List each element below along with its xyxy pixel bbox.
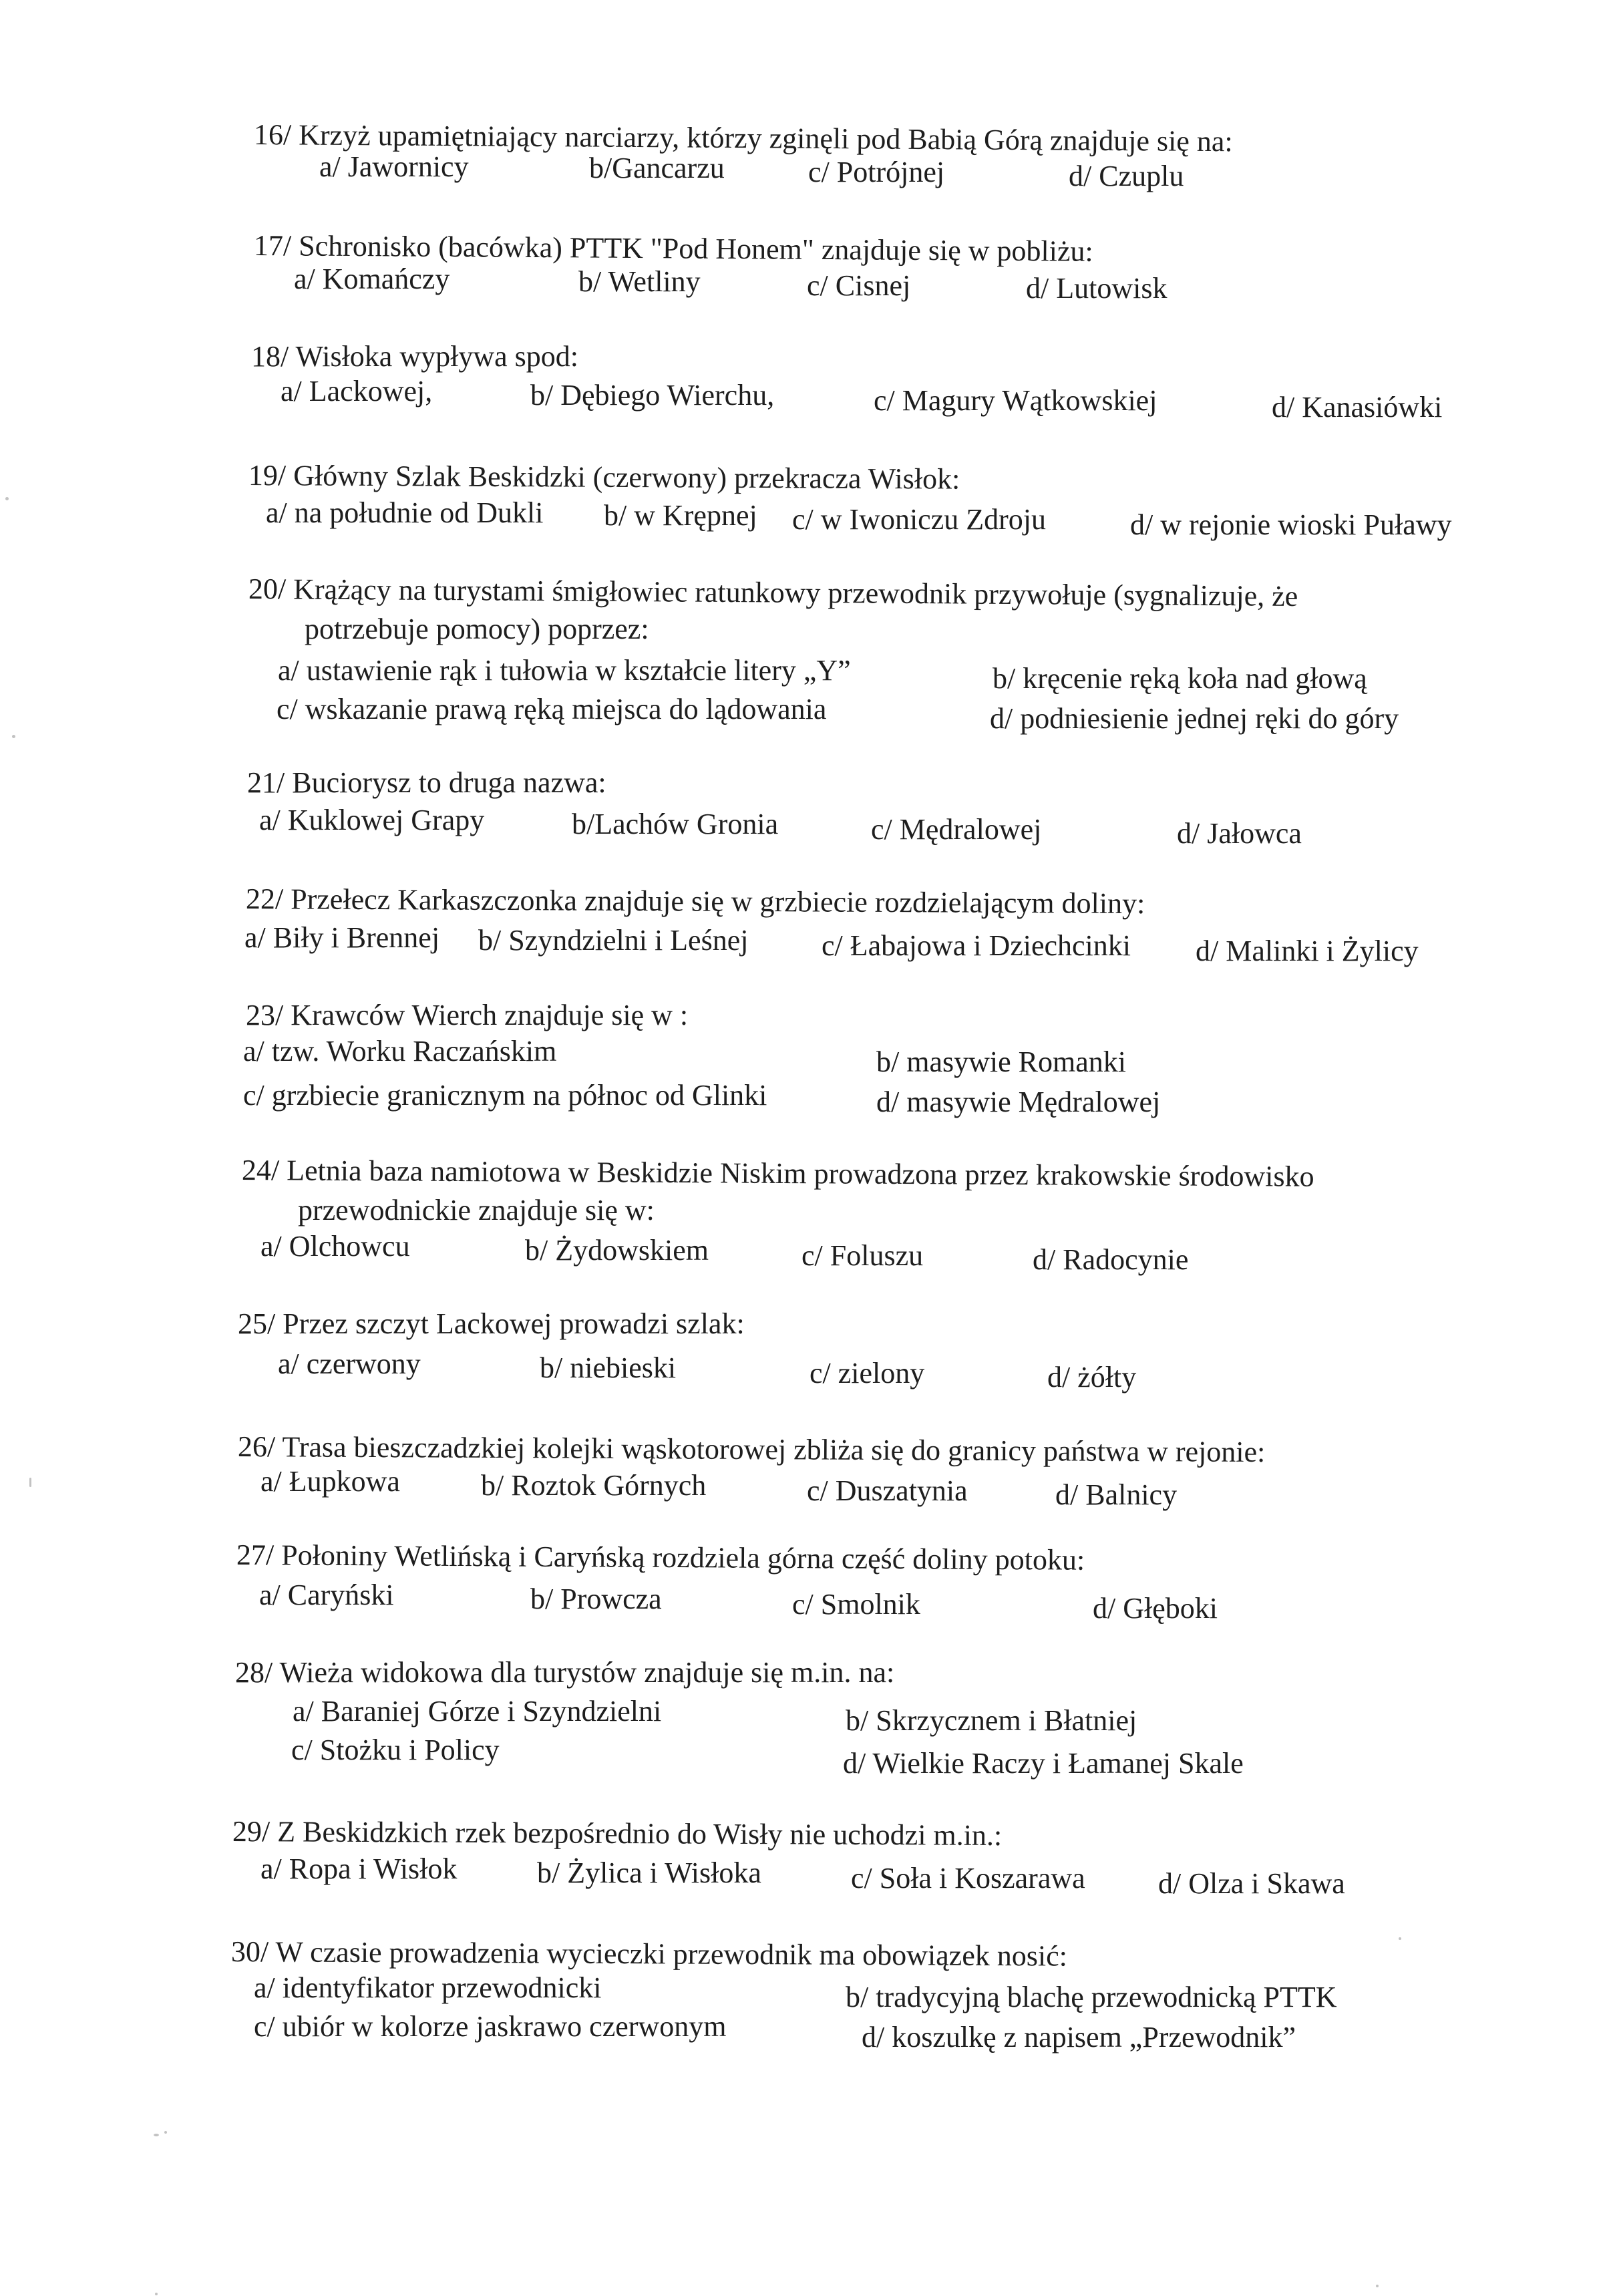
option-c: c/ Stożku i Policy [291, 1734, 500, 1766]
scan-speck [155, 2293, 158, 2295]
option-c: c/ Smolnik [792, 1588, 920, 1621]
question-number: 25/ [238, 1307, 276, 1340]
option-a: a/ czerwony [278, 1347, 421, 1380]
question-number: 21/ [247, 766, 285, 799]
option-b: b/ Roztok Górnych [481, 1469, 707, 1502]
option-d: d/ Malinki i Żylicy [1196, 935, 1419, 967]
option-a: a/ identyfikator przewodnicki [254, 1971, 602, 2004]
question-29-stem [232, 1814, 1002, 1853]
question-text: Połoniny Wetlińską i Caryńską rozdziela górna część doliny potoku: [281, 1538, 1085, 1577]
question-text: Krążący na turystami śmigłowiec ratunkowy przewodnik przywołuje (sygnalizuje, że [293, 572, 1298, 613]
scan-speck [29, 1478, 31, 1487]
option-a: a/ Olchowcu [260, 1230, 410, 1263]
question-19-stem [248, 458, 960, 497]
option-b: b/ w Krępnej [604, 499, 757, 532]
option-c: c/ zielony [810, 1357, 925, 1389]
option-a: a/ Łupkowa [260, 1465, 400, 1498]
option-b: b/ niebieski [540, 1351, 677, 1384]
option-a: a/ Jawornicy [319, 150, 469, 183]
question-number: 30/ [230, 1935, 269, 1969]
question-number: 23/ [246, 999, 284, 1031]
question-text-continued: potrzebuje pomocy) poprzez: [305, 613, 649, 645]
option-d: d/ Lutowisk [1026, 272, 1168, 305]
option-b: b/ Żylica i Wisłoka [537, 1856, 761, 1889]
option-c: c/ Soła i Koszarawa [851, 1862, 1085, 1895]
option-b: b/ tradycyjną blachę przewodnicką PTTK [846, 1981, 1337, 2013]
option-b: b/ Dębiego Wierchu, [530, 379, 775, 412]
option-a: a/ Kuklowej Grapy [259, 804, 485, 836]
option-a: a/ Ropa i Wisłok [260, 1852, 458, 1885]
option-a: a/ Biły i Brennej [244, 921, 440, 954]
question-18-stem [251, 339, 578, 374]
question-text: Krawców Wierch znajduje się w : [291, 999, 689, 1031]
option-c: c/ Foluszu [801, 1239, 924, 1272]
option-b: b/ Prowcza [530, 1583, 662, 1615]
option-b: b/ Żydowskiem [525, 1234, 709, 1267]
option-d: d/ Kanasiówki [1272, 391, 1443, 424]
option-a: a/ na południe od Dukli [266, 496, 544, 529]
question-25-stem [238, 1307, 745, 1341]
option-d: d/ podniesienie jednej ręki do góry [990, 702, 1399, 735]
option-c: c/ Mędralowej [871, 813, 1042, 846]
option-b: b/ Szyndzielni i Leśnej [478, 924, 749, 957]
question-number: 28/ [235, 1656, 273, 1689]
option-d: d/ Radocynie [1033, 1243, 1189, 1276]
question-21-stem [247, 766, 606, 800]
option-d: d/ Głęboki [1093, 1592, 1218, 1625]
option-d: d/ koszulkę z napisem „Przewodnik” [862, 2021, 1296, 2054]
option-d: d/ Balnicy [1055, 1478, 1178, 1511]
option-c: c/ Cisnej [807, 269, 911, 302]
option-b: b/ masywie Romanki [876, 1045, 1126, 1078]
option-a: a/ Lackowej, [281, 375, 433, 407]
option-c: c/ grzbiecie granicznym na północ od Glinki [243, 1079, 767, 1112]
option-c: c/ ubiór w kolorze jaskrawo czerwonym [254, 2010, 727, 2043]
question-text: Schronisko (bacówka) PTTK "Pod Honem" znajduje się w pobliżu: [299, 229, 1093, 268]
question-text: Letnia baza namiotowa w Beskidzie Niskim prowadzona przez krakowskie środowisko [287, 1154, 1314, 1193]
option-b: b/ Wetliny [578, 265, 701, 298]
question-number: 18/ [251, 340, 289, 373]
scan-speck [12, 735, 15, 738]
question-30-stem [231, 1935, 1067, 1974]
question-20-stem [248, 572, 1298, 614]
question-number: 22/ [245, 882, 284, 916]
question-24-stem [242, 1153, 1314, 1194]
question-text: Wieża widokowa dla turystów znajduje się m.in. na: [279, 1656, 895, 1689]
option-d: d/ w rejonie wioski Puławy [1130, 508, 1452, 541]
option-b: b/Lachów Gronia [572, 808, 779, 840]
question-text: Przełecz Karkaszczonka znajduje się w grzbiecie rozdzielającym doliny: [291, 882, 1145, 921]
option-a: a/ Komańczy [294, 263, 450, 295]
question-text: Z Beskidzkich rzek bezpośrednio do Wisły nie uchodzi m.in.: [277, 1815, 1003, 1852]
question-text: Główny Szlak Beskidzki (czerwony) przekracza Wisłok: [293, 459, 960, 496]
option-a: a/ tzw. Worku Raczańskim [243, 1035, 557, 1068]
question-number: 24/ [241, 1154, 280, 1187]
option-c: c/ Magury Wątkowskiej [874, 384, 1157, 417]
question-number: 16/ [253, 118, 292, 152]
question-28-stem [235, 1655, 894, 1690]
option-d: d/ masywie Mędralowej [876, 1086, 1161, 1118]
option-c: c/ Łabajowa i Dziechcinki [822, 929, 1131, 962]
option-c: c/ Duszatynia [807, 1474, 968, 1507]
option-b: b/ Skrzycznem i Błatniej [846, 1704, 1137, 1737]
question-27-stem [236, 1538, 1085, 1578]
option-b: b/ kręcenie ręką koła nad głową [993, 662, 1367, 695]
scan-speck [154, 2134, 159, 2136]
question-number: 20/ [248, 572, 287, 606]
option-d: d/ Olza i Skawa [1158, 1867, 1345, 1900]
question-text: W czasie prowadzenia wycieczki przewodnik ma obowiązek nosić: [275, 1935, 1068, 1973]
question-number: 27/ [236, 1538, 275, 1572]
question-text: Przez szczyt Lackowej prowadzi szlak: [283, 1307, 745, 1340]
question-number: 17/ [253, 229, 292, 263]
question-text: Buciorysz to druga nazwa: [292, 766, 606, 799]
scan-speck [1376, 2285, 1379, 2287]
question-text: Wisłoka wypływa spod: [295, 340, 578, 373]
scan-speck [164, 2131, 167, 2134]
option-c: c/ w Iwoniczu Zdroju [792, 503, 1046, 536]
option-c: c/ Potrójnej [808, 156, 945, 188]
option-d: d/ Jałowca [1177, 817, 1302, 850]
question-22-stem [246, 882, 1145, 921]
question-text: Trasa bieszczadzkiej kolejki wąskotorowej zbliża się do granicy państwa w rejonie: [282, 1430, 1266, 1469]
question-number: 29/ [232, 1815, 271, 1848]
question-text-continued: przewodnickie znajduje się w: [298, 1194, 655, 1226]
option-a: a/ Baraniej Górze i Szyndzielni [293, 1695, 662, 1728]
option-a: a/ Caryński [259, 1579, 394, 1611]
question-number: 19/ [248, 459, 287, 492]
question-number: 26/ [237, 1430, 276, 1464]
option-b: b/Gancarzu [589, 152, 725, 184]
option-d: d/ Czuplu [1069, 160, 1184, 192]
question-23-stem [246, 998, 688, 1033]
question-text: Krzyż upamiętniający narciarzy, którzy zginęli pod Babią Górą znajduje się na: [299, 118, 1233, 158]
scan-speck [1399, 1937, 1401, 1940]
option-c: c/ wskazanie prawą ręką miejsca do lądowania [277, 693, 827, 725]
option-d: d/ żółty [1047, 1361, 1137, 1393]
scan-speck [5, 497, 9, 500]
option-d: d/ Wielkie Raczy i Łamanej Skale [843, 1747, 1244, 1780]
option-a: a/ ustawienie rąk i tułowia w kształcie litery „Y” [278, 654, 851, 687]
